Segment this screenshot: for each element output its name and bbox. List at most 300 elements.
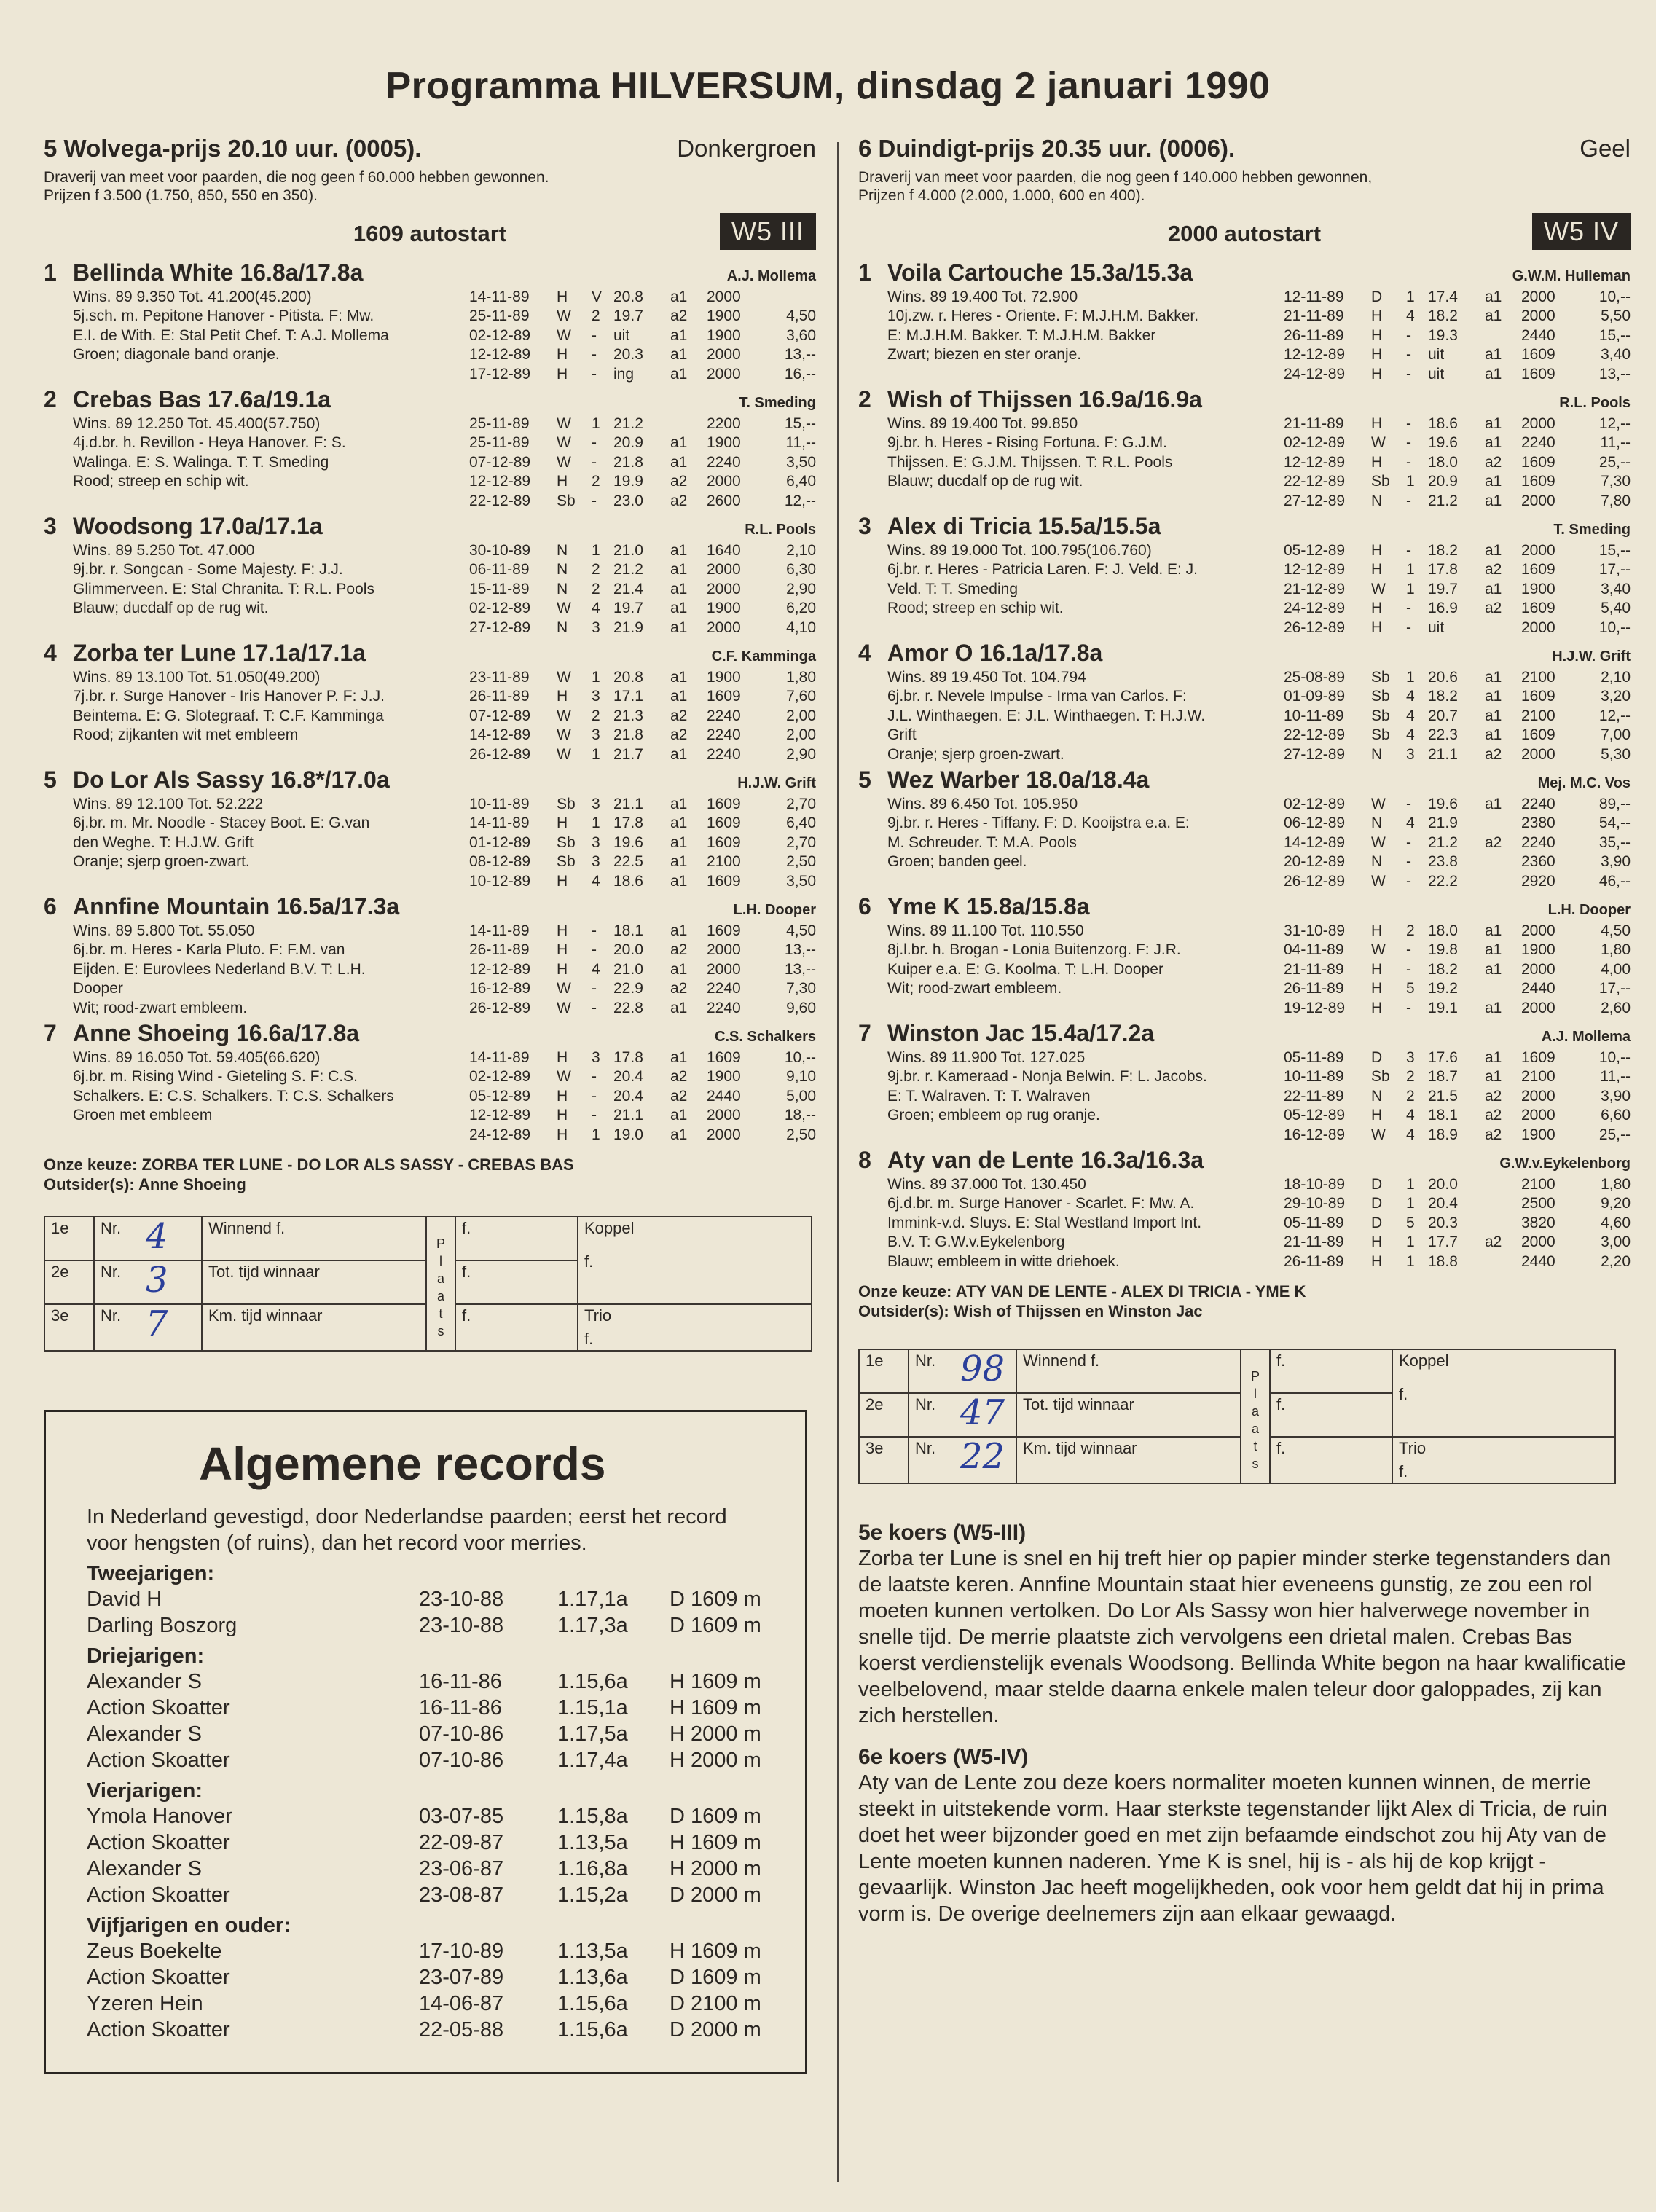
horse-details <box>44 668 469 765</box>
result-date: 24-12-89 <box>469 1126 531 1143</box>
result-row <box>1284 745 1631 765</box>
result-date: 15-11-89 <box>469 580 530 597</box>
result-start: a2 <box>670 1068 688 1085</box>
horse-detail-line: B.V. T: G.W.v.Eykelenborg <box>887 1234 1065 1250</box>
horse-name: Crebas Bas 17.6a/19.1a <box>73 386 331 412</box>
result-time: 17.7 <box>1428 1234 1458 1250</box>
result-time: 20.4 <box>1428 1195 1458 1212</box>
horse-trainer: T. Smeding <box>739 395 816 411</box>
result-row <box>469 872 816 892</box>
result-time: ing <box>613 365 635 383</box>
result-start: a1 <box>670 600 688 616</box>
result-odds: 10,-- <box>784 1048 816 1066</box>
result-date: 05-12-89 <box>1284 1107 1346 1123</box>
horse-detail-line: 9j.br. r. Heres - Tiffany. F: D. Kooijstra e.a. E: <box>887 815 1190 831</box>
result-odds: 4,50 <box>1601 922 1631 939</box>
result-date: 02-12-89 <box>469 326 531 344</box>
result-track: H <box>557 288 568 305</box>
result-start: a2 <box>670 726 688 743</box>
horse-detail-line: 6j.br. r. Nevele Impulse - Irma van Carlos. F: <box>887 688 1187 705</box>
result-start: a1 <box>1485 668 1502 686</box>
result-start: a1 <box>670 346 688 363</box>
horse-title <box>858 259 1193 286</box>
result-track: N <box>557 541 568 559</box>
race-badge: W5 III <box>720 213 816 250</box>
result-time: 21.8 <box>613 726 643 743</box>
horse-detail-line: Thijssen. E: G.J.M. Thijssen. T: R.L. Pools <box>887 453 1173 471</box>
result-row <box>1284 979 1631 999</box>
result-track: Sb <box>557 795 576 812</box>
result-odds: 12,-- <box>1598 707 1631 724</box>
record-row <box>87 1803 772 1829</box>
horse-name: Woodsong 17.0a/17.1a <box>73 513 323 539</box>
horse-detail-line: 7j.br. r. Surge Hanover - Iris Hanover P. F: J.J. <box>73 688 385 705</box>
result-time: 18.1 <box>613 922 643 939</box>
result-row <box>1284 1175 1631 1195</box>
result-distance: 2240 <box>707 453 741 471</box>
result-date: 21-11-89 <box>1284 960 1344 978</box>
form-nr-label: Nr. <box>915 1439 936 1457</box>
horse-body <box>858 795 1631 892</box>
form-f: f. <box>1270 1437 1392 1483</box>
result-odds: 2,10 <box>786 541 816 559</box>
horse-entry <box>44 766 816 891</box>
record-track: D 1609 m <box>670 1614 761 1637</box>
result-odds: 18,-- <box>784 1107 816 1123</box>
horse-trainer: R.L. Pools <box>745 522 816 538</box>
result-start: a1 <box>670 365 688 383</box>
result-distance: 1609 <box>707 872 741 890</box>
horse-number: 8 <box>858 1147 871 1173</box>
result-start <box>1485 852 1521 872</box>
form-nr-cell <box>94 1260 202 1304</box>
result-row <box>469 434 816 453</box>
result-odds: 1,80 <box>1601 941 1631 958</box>
result-time: 18.2 <box>1428 541 1458 559</box>
result-distance: 2000 <box>707 288 741 305</box>
horse-name: Aty van de Lente 16.3a/16.3a <box>887 1147 1204 1173</box>
result-odds <box>766 288 816 307</box>
result-distance: 1609 <box>707 815 741 831</box>
record-horse: David H <box>87 1588 162 1611</box>
horse-details <box>858 1175 1284 1272</box>
record-track: H 1609 m <box>670 1831 761 1854</box>
result-track: W <box>1371 795 1386 812</box>
result-distance: 1900 <box>1521 1126 1555 1143</box>
result-distance: 1900 <box>707 600 741 616</box>
horse-results <box>469 288 816 385</box>
horse-number: 2 <box>858 386 871 412</box>
result-row <box>469 619 816 638</box>
result-odds: 3,40 <box>1601 580 1631 597</box>
horse-title <box>44 259 364 286</box>
result-place: - <box>1406 415 1411 432</box>
form-plaats-label <box>426 1217 455 1351</box>
result-time: 18.8 <box>1428 1252 1458 1270</box>
record-time: 1.17,3a <box>557 1614 628 1637</box>
result-start: a1 <box>670 922 688 939</box>
horse-entry <box>44 386 816 511</box>
koppel-label: Koppel <box>1399 1352 1449 1370</box>
result-date: 10-11-89 <box>1284 707 1344 724</box>
horse-detail-line: Wins. 89 19.400 Tot. 99.850 <box>887 415 1078 432</box>
result-start: a1 <box>1485 941 1502 958</box>
trio-label: Trio <box>584 1306 612 1325</box>
result-time: 19.7 <box>1428 580 1458 597</box>
result-odds: 2,90 <box>786 745 816 763</box>
record-time: 1.15,2a <box>557 1883 628 1907</box>
result-date: 23-11-89 <box>469 668 530 686</box>
result-start: a1 <box>670 1126 688 1143</box>
result-place: 3 <box>592 795 600 812</box>
horse-number: 6 <box>858 893 871 919</box>
horse-entry <box>858 893 1631 1018</box>
result-distance: 2240 <box>1521 795 1555 812</box>
result-odds: 15,-- <box>1598 541 1631 559</box>
result-place: 4 <box>592 600 600 616</box>
result-row <box>1284 1214 1631 1234</box>
result-date: 26-11-89 <box>469 941 530 958</box>
result-distance: 1609 <box>1521 726 1555 743</box>
result-track: W <box>1371 434 1386 451</box>
race-description-line: Draverij van meet voor paarden, die nog geen f 140.000 hebben gewonnen, <box>858 169 1373 186</box>
koppel-f: f. <box>584 1252 594 1271</box>
result-odds: 9,60 <box>786 999 816 1016</box>
result-distance: 1900 <box>1521 580 1555 597</box>
result-distance: 2000 <box>707 473 741 490</box>
records-box <box>44 1410 807 2074</box>
result-track: N <box>557 619 568 636</box>
race-description-line: Draverij van meet voor paarden, die nog geen f 60.000 hebben gewonnen. <box>44 169 549 186</box>
result-odds: 35,-- <box>1598 834 1631 851</box>
horse-entry <box>44 640 816 764</box>
result-row <box>1284 580 1631 600</box>
horse-trainer: H.J.W. Grift <box>737 775 816 791</box>
commentary-heading: 5e koers (W5-III) <box>858 1521 1027 1545</box>
horse-detail-line: Wins. 89 5.800 Tot. 55.050 <box>73 922 255 939</box>
record-time: 1.17,4a <box>557 1749 628 1772</box>
horse-entry <box>44 513 816 638</box>
result-row <box>1284 814 1631 834</box>
result-time: 19.6 <box>613 834 643 851</box>
records-group-label: Driejarigen: <box>87 1644 205 1668</box>
record-time: 1.16,8a <box>557 1857 628 1880</box>
result-place: 4 <box>1406 707 1415 724</box>
result-date: 12-12-89 <box>469 473 531 490</box>
result-row <box>469 852 816 872</box>
result-date: 12-12-89 <box>1284 453 1346 471</box>
horse-entry <box>858 259 1631 384</box>
horse-detail-line: Blauw; ducdalf op de rug wit. <box>73 600 269 616</box>
result-odds: 5,50 <box>1601 307 1631 324</box>
record-time: 1.15,6a <box>557 1670 628 1693</box>
result-row <box>469 288 816 307</box>
result-time: 21.2 <box>613 561 643 578</box>
result-place: - <box>1406 941 1411 958</box>
result-time: uit <box>613 326 630 344</box>
result-date: 17-12-89 <box>469 365 531 383</box>
record-row <box>87 1991 772 2017</box>
horse-details <box>44 541 469 638</box>
record-date: 17-10-89 <box>419 1940 504 1963</box>
horse-body <box>858 541 1631 638</box>
record-time: 1.13,6a <box>557 1966 628 1989</box>
result-place: 4 <box>592 960 600 978</box>
horse-header <box>858 893 1631 920</box>
result-place: 4 <box>1406 688 1415 705</box>
horse-entry <box>44 259 816 384</box>
result-time: 18.1 <box>1428 1107 1458 1123</box>
horse-results <box>1284 1048 1631 1145</box>
handwritten-number: 7 <box>146 1303 168 1344</box>
horse-body <box>44 668 816 765</box>
race-name: 6 Duindigt-prijs 20.35 uur. (0006). <box>858 135 1236 162</box>
record-track: H 1609 m <box>670 1696 761 1719</box>
form-label: Tot. tijd winnaar <box>202 1260 426 1304</box>
horse-detail-line: Wit; rood-zwart embleem. <box>73 999 248 1016</box>
result-start: a1 <box>670 561 688 578</box>
horse-details <box>44 1048 469 1145</box>
result-odds: 11,-- <box>785 434 816 451</box>
record-row <box>87 1829 772 1856</box>
horse-number: 4 <box>858 640 871 666</box>
result-row <box>469 307 816 326</box>
result-distance: 2600 <box>707 492 741 509</box>
result-time: 21.0 <box>613 541 643 559</box>
horse-name: Voila Cartouche 15.3a/15.3a <box>887 259 1193 286</box>
horse-detail-line: 4j.d.br. h. Revillon - Heya Hanover. F: S. <box>73 434 346 451</box>
record-horse: Yzeren Hein <box>87 1992 203 2015</box>
result-place: - <box>592 1068 597 1085</box>
result-odds: 89,-- <box>1598 795 1631 812</box>
horse-results <box>469 922 816 1019</box>
result-time: 19.0 <box>613 1126 643 1143</box>
result-time: 17.8 <box>1428 561 1458 578</box>
result-odds: 3,90 <box>1601 1087 1631 1105</box>
result-start: a1 <box>670 795 688 812</box>
plaats-vertical-text: Plaats <box>436 1236 446 1338</box>
result-date: 12-12-89 <box>1284 561 1346 578</box>
horse-detail-line: Wins. 89 11.100 Tot. 110.550 <box>887 922 1084 939</box>
record-row <box>87 1964 772 1991</box>
result-track: D <box>1371 288 1383 305</box>
result-start: a1 <box>1485 346 1502 363</box>
horse-detail-line: Kuiper e.a. E: G. Koolma. T: L.H. Dooper <box>887 960 1163 978</box>
result-track: H <box>557 1048 568 1066</box>
result-place: 1 <box>592 541 600 559</box>
record-horse: Darling Boszorg <box>87 1614 238 1637</box>
form-nr-label: Nr. <box>915 1395 936 1413</box>
horse-detail-line: 6j.br. m. Mr. Noodle - Stacey Boot. E: G.van <box>73 815 370 831</box>
horse-detail-line: 10j.zw. r. Heres - Oriente. F: M.J.H.M. Bakker. <box>887 307 1199 324</box>
result-time: 21.1 <box>1428 745 1458 763</box>
result-distance: 2240 <box>707 707 741 724</box>
result-odds: 16,-- <box>784 365 816 383</box>
horse-results <box>1284 1175 1631 1272</box>
horse-details <box>858 668 1284 765</box>
horse-details <box>858 922 1284 1019</box>
form-koppel-cell <box>1392 1349 1615 1437</box>
result-distance: 2360 <box>1521 853 1555 870</box>
result-track: H <box>557 346 568 363</box>
result-track: H <box>1371 326 1383 344</box>
horse-number: 4 <box>44 640 57 666</box>
form-place: 3e <box>859 1437 909 1483</box>
result-time: 19.3 <box>1428 326 1458 344</box>
column-divider <box>837 142 839 2182</box>
result-time: 20.4 <box>613 1068 643 1085</box>
result-time: 18.6 <box>613 872 643 890</box>
record-horse: Action Skoatter <box>87 1966 230 1989</box>
result-track: Sb <box>1371 726 1390 743</box>
record-date: 22-09-87 <box>419 1831 504 1854</box>
result-row <box>469 472 816 492</box>
form-nr-cell <box>94 1304 202 1351</box>
horse-detail-line: Groen; diagonale band oranje. <box>73 346 280 363</box>
result-row <box>1284 960 1631 980</box>
result-start: a2 <box>670 473 688 490</box>
horse-name: Annfine Mountain 16.5a/17.3a <box>73 893 400 919</box>
horse-title <box>44 386 331 412</box>
result-date: 21-11-89 <box>1284 307 1344 324</box>
result-row <box>469 814 816 834</box>
commentary-text: Aty van de Lente zou deze koers normaliter moeten kunnen winnen, de merrie steekt in uitstekende vorm. Haar sterkste tegenstander lijkt Alex di Tricia, de ruin doet het weer bijzonder goed en met zijn befaamde eindschot zou hij Aty van de Lente moeten kunnen naderen. Yme K is snel, hij is - als hij de kop krijgt - gevaarlijk. Winston Jac heeft mogelijkheden, ook voor hem geldt dat hij in prima vorm is. De overige deelnemers zijn aan elkaar gewaagd. <box>858 1771 1608 1926</box>
horse-trainer: H.J.W. Grift <box>1552 648 1631 664</box>
result-place: 1 <box>1406 580 1415 597</box>
horse-trainer: A.J. Mollema <box>1541 1029 1631 1045</box>
result-row <box>1284 668 1631 688</box>
result-place: 3 <box>592 619 600 636</box>
result-distance: 2440 <box>1521 326 1555 344</box>
record-date: 07-10-86 <box>419 1722 504 1746</box>
result-odds: 6,40 <box>786 473 816 490</box>
result-start <box>1485 1175 1521 1195</box>
result-odds: 4,10 <box>786 619 816 636</box>
result-date: 14-12-89 <box>469 726 531 743</box>
horse-results <box>469 415 816 511</box>
result-distance: 1609 <box>1521 346 1555 363</box>
horse-trainer: Mej. M.C. Vos <box>1537 775 1631 791</box>
result-row <box>469 960 816 980</box>
horse-entry <box>44 893 816 1018</box>
result-odds: 4,00 <box>1601 960 1631 978</box>
betting-form <box>44 1216 812 1352</box>
record-track: H 1609 m <box>670 1940 761 1963</box>
result-date: 02-12-89 <box>469 1068 531 1085</box>
result-odds: 5,30 <box>1601 745 1631 763</box>
result-time: 22.8 <box>613 999 643 1016</box>
record-row <box>87 1721 772 1747</box>
result-row <box>469 1087 816 1107</box>
form-row <box>859 1437 1615 1483</box>
result-distance: 2000 <box>1521 999 1555 1016</box>
records-title: Algemene records <box>199 1438 606 1490</box>
race-badge: W5 IV <box>1532 213 1631 250</box>
result-track: H <box>557 815 568 831</box>
result-odds: 2,60 <box>1601 999 1631 1016</box>
horse-detail-line: Blauw; ducdalf op de rug wit. <box>887 473 1083 490</box>
result-distance: 1609 <box>707 834 741 851</box>
horse-detail-line: Rood; streep en schip wit. <box>73 473 249 490</box>
record-date: 23-08-87 <box>419 1883 504 1907</box>
result-odds: 6,40 <box>786 815 816 831</box>
result-distance: 2000 <box>1521 307 1555 324</box>
horse-trainer: C.S. Schalkers <box>715 1029 816 1045</box>
horse-detail-line: Groen met embleem <box>73 1107 213 1123</box>
plaats-vertical-text: Plaats <box>1251 1369 1260 1471</box>
result-distance: 2100 <box>1521 1175 1555 1193</box>
horse-body <box>44 922 816 1019</box>
race-distance: 2000 autostart <box>1167 221 1322 246</box>
result-place: 2 <box>1406 1068 1415 1085</box>
horse-name: Wez Warber 18.0a/18.4a <box>887 766 1150 793</box>
result-row <box>1284 492 1631 511</box>
trio-f: f. <box>584 1330 594 1348</box>
horse-title <box>858 386 1202 412</box>
result-odds: 2,00 <box>786 707 816 724</box>
record-time: 1.15,8a <box>557 1805 628 1828</box>
result-track: W <box>1371 1126 1386 1143</box>
horse-name: Yme K 15.8a/15.8a <box>887 893 1090 919</box>
horse-number: 1 <box>858 259 871 286</box>
result-distance: 2200 <box>707 415 741 432</box>
result-date: 16-12-89 <box>1284 1126 1346 1143</box>
form-nr-cell <box>909 1393 1016 1437</box>
result-start <box>1485 872 1521 892</box>
horse-detail-line: Immink-v.d. Sluys. E: Stal Westland Import Int. <box>887 1214 1202 1231</box>
result-place: 1 <box>1406 668 1415 686</box>
result-date: 14-11-89 <box>469 288 530 305</box>
record-time: 1.15,6a <box>557 1992 628 2015</box>
result-start: a1 <box>1485 1068 1502 1085</box>
horse-name: Alex di Tricia 15.5a/15.5a <box>887 513 1161 539</box>
result-track: H <box>1371 346 1383 363</box>
result-time: 17.1 <box>613 688 643 705</box>
horse-title <box>44 1020 360 1046</box>
result-row <box>1284 415 1631 434</box>
result-row <box>469 580 816 600</box>
result-place: - <box>1406 999 1411 1016</box>
records-intro: In Nederland gevestigd, door Nederlandse paarden; eerst het record voor hengsten (of ruins), dan het record voor merries. <box>87 1505 727 1555</box>
result-time: 19.6 <box>1428 795 1458 812</box>
horse-detail-line: E: T. Walraven. T: T. Walraven <box>887 1087 1091 1105</box>
result-distance: 1900 <box>707 668 741 686</box>
horse-title <box>858 513 1161 539</box>
result-start: a2 <box>1485 561 1502 578</box>
result-row <box>469 1106 816 1126</box>
horse-name: Do Lor Als Sassy 16.8*/17.0a <box>73 766 390 793</box>
result-odds: 3,60 <box>786 326 816 344</box>
result-start: a1 <box>670 999 688 1016</box>
result-start: a1 <box>670 434 688 451</box>
horse-trainer: R.L. Pools <box>1559 395 1631 411</box>
result-start: a1 <box>670 453 688 471</box>
result-start: a1 <box>1485 580 1502 597</box>
result-time: 19.1 <box>1428 999 1458 1016</box>
result-row <box>1284 1233 1631 1252</box>
horse-results <box>1284 795 1631 892</box>
result-place: 4 <box>1406 726 1415 743</box>
result-place: 2 <box>592 561 600 578</box>
result-place: 1 <box>1406 473 1415 490</box>
result-track: N <box>1371 815 1383 831</box>
result-odds: 3,20 <box>1601 688 1631 705</box>
result-time: 21.2 <box>1428 834 1458 851</box>
record-row <box>87 1668 772 1695</box>
result-track: Sb <box>1371 668 1390 686</box>
record-track: D 1609 m <box>670 1588 761 1611</box>
result-odds: 3,00 <box>1601 1234 1631 1250</box>
